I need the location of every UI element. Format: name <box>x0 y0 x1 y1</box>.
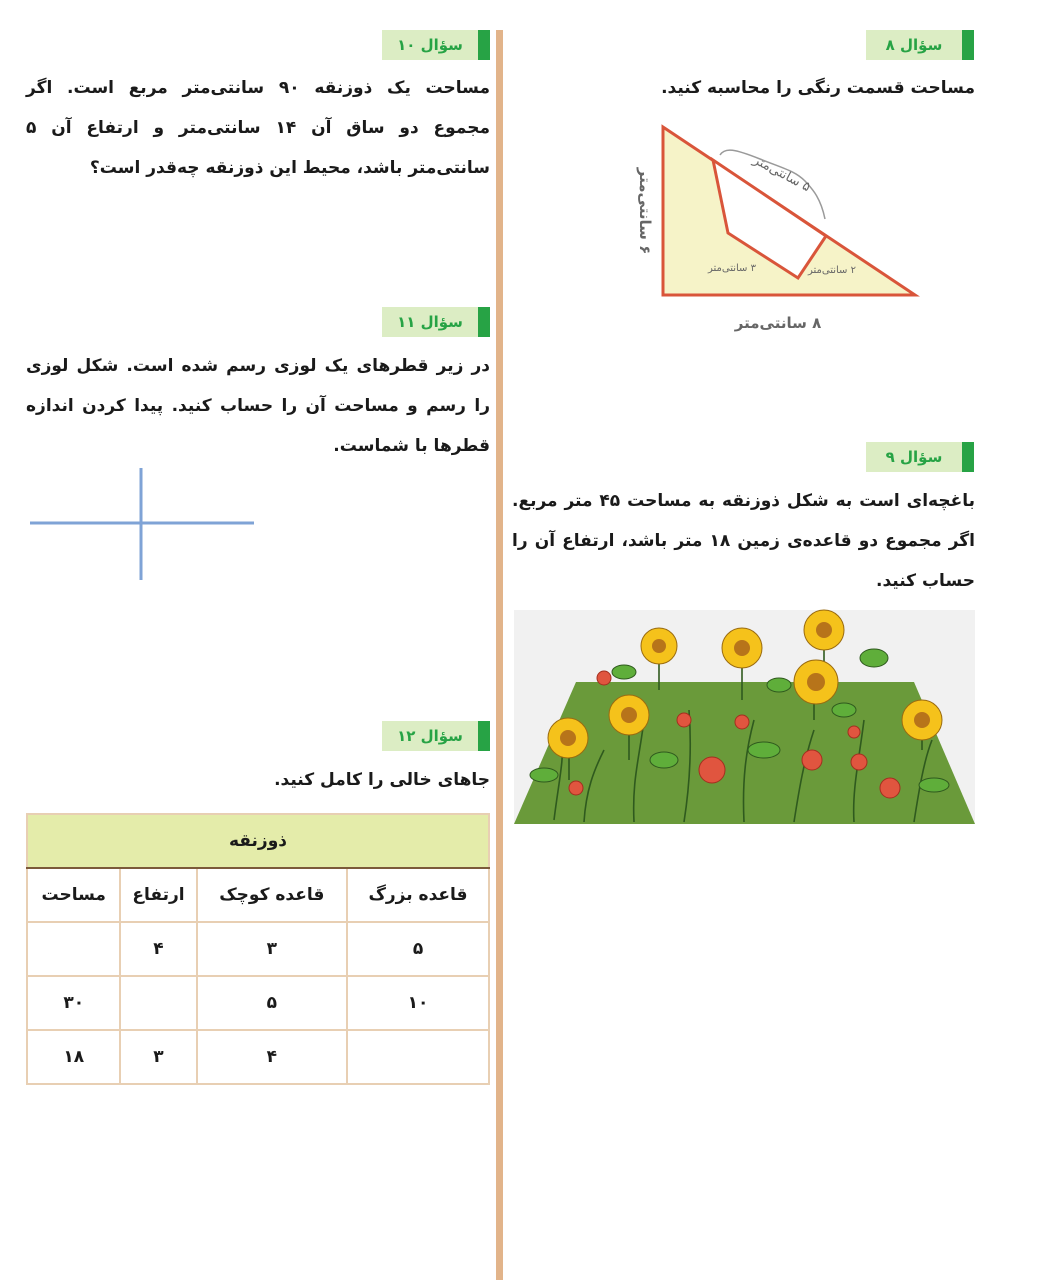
table-cell: ۴ <box>120 922 196 976</box>
table-cell: ۳ <box>197 922 347 976</box>
header-area: مساحت <box>27 868 120 922</box>
table-cell: ۱۰ <box>347 976 489 1030</box>
trapezoid-table <box>26 813 490 1085</box>
table-cell: ۳ <box>120 1030 196 1084</box>
top-segment-label: ۵ سانتی‌متر <box>750 152 813 196</box>
header-large-base: قاعده بزرگ <box>347 868 489 922</box>
table-cell: ۵ <box>197 976 347 1030</box>
garden-illustration <box>514 610 975 824</box>
column-divider <box>496 30 503 1280</box>
header-height: ارتفاع <box>120 868 196 922</box>
table-cell-blank <box>347 1030 489 1084</box>
table-cell: ۳۰ <box>27 976 120 1030</box>
table-cell: ۱۸ <box>27 1030 120 1084</box>
table-row <box>27 1030 489 1084</box>
garden-trapezoid <box>514 682 975 824</box>
question-12-text: جاهای خالی را کامل کنید. <box>274 770 490 790</box>
question-11-text: در زیر قطرهای یک لوزی رسم شده است. شکل لوزی را رسم و مساحت آن را حساب کنید. پیدا کردن اندازه قطرها با شماست. <box>26 356 490 456</box>
inner-left-label: ۳ سانتی‌متر <box>707 263 757 274</box>
table-title: ذوزنقه <box>27 814 489 868</box>
question-8-tag: سؤال ۸ <box>866 30 974 60</box>
table-row <box>27 922 489 976</box>
question-9-tag: سؤال ۹ <box>866 442 974 472</box>
question-10-tag: سؤال ۱۰ <box>382 30 490 60</box>
question-10-text: مساحت یک ذوزنقه ۹۰ سانتی‌متر مربع است. اگر مجموع دو ساق آن ۱۴ سانتی‌متر و ارتفاع آن ۵ سانتی‌متر باشد، محیط این ذوزنقه چه‌قدر است؟ <box>26 78 491 178</box>
header-small-base: قاعده کوچک <box>197 868 347 922</box>
table-cell: ۵ <box>347 922 489 976</box>
table-cell-blank <box>27 922 120 976</box>
left-side-label: ۶ سانتی‌متر <box>636 167 654 255</box>
rhombus-diagonals <box>28 466 256 582</box>
table-cell-blank <box>120 976 196 1030</box>
question-12-tag: سؤال ۱۲ <box>382 721 490 751</box>
question-11-tag: سؤال ۱۱ <box>382 307 490 337</box>
question-9-text: باغچه‌ای است به شکل ذوزنقه به مساحت ۴۵ متر مربع. اگر مجموع دو قاعده‌ی زمین ۱۸ متر باشد، ارتفاع آن را حساب کنید. <box>512 491 976 591</box>
question-8-text: مساحت قسمت رنگی را محاسبه کنید. <box>661 78 975 98</box>
table-row <box>27 976 489 1030</box>
bottom-side-label: ۸ سانتی‌متر <box>734 314 822 332</box>
triangle-figure <box>610 115 940 345</box>
table-header-row <box>27 868 489 922</box>
inner-right-label: ۲ سانتی‌متر <box>807 265 857 276</box>
table-cell: ۴ <box>197 1030 347 1084</box>
